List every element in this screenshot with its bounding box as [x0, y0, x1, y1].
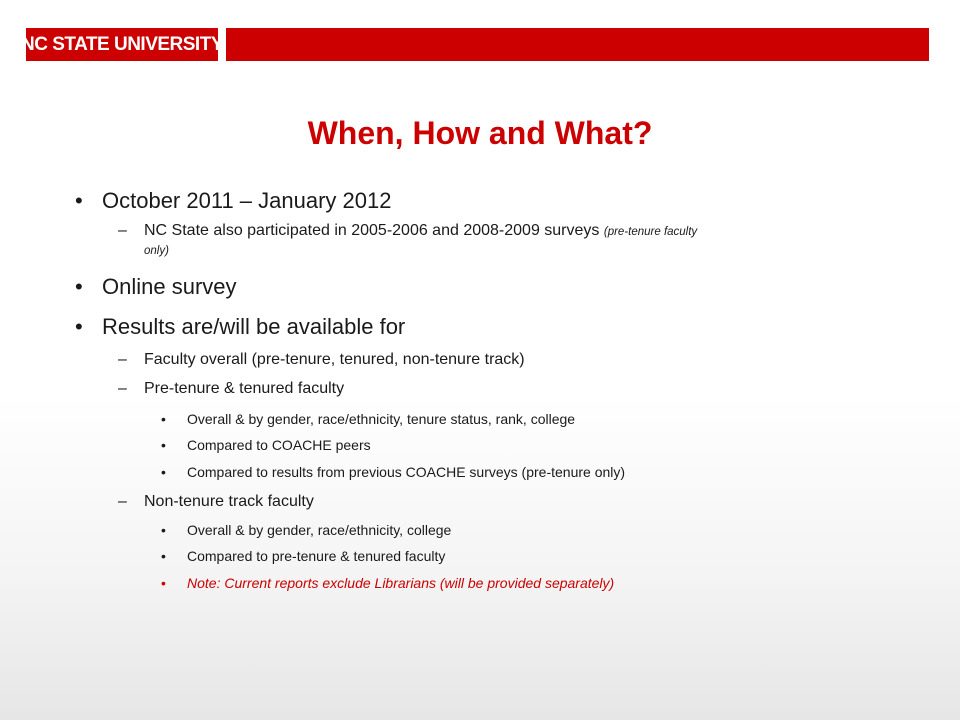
brand-logo: NC STATE UNIVERSITY — [26, 28, 218, 61]
note-item: Note: Current reports exclude Librarians (will be provided separately) — [187, 575, 615, 591]
bullet-marker: • — [75, 188, 83, 213]
sub-bullet-marker: • — [161, 411, 166, 427]
sub-sub-item: Compared to COACHE peers — [187, 437, 371, 453]
sub-bullet-marker: • — [161, 522, 166, 538]
bullet-marker: • — [75, 274, 83, 299]
sub-item-note: (pre-tenure faculty — [603, 226, 698, 238]
bullet-marker: • — [75, 314, 83, 339]
dash-marker: – — [118, 351, 127, 368]
sub-bullet-marker: • — [161, 464, 166, 480]
sub-sub-item: Overall & by gender, race/ethnicity, tenure status, rank, college — [187, 411, 576, 427]
dash-marker: – — [118, 380, 127, 397]
bullet-item: October 2011 – January 2012 — [102, 188, 392, 213]
sub-bullet-marker: • — [161, 437, 166, 453]
sub-sub-item: Compared to results from previous COACHE surveys (pre-tenure only) — [187, 464, 626, 480]
sub-bullet-marker: • — [161, 548, 166, 564]
bullet-item: Online survey — [102, 274, 237, 299]
sub-item: Non-tenure track faculty — [144, 493, 314, 510]
slide-title: When, How and What? — [307, 115, 653, 151]
sub-item-note-cont: only) — [144, 245, 169, 257]
sub-sub-item: Overall & by gender, race/ethnicity, college — [187, 522, 452, 538]
sub-item-text: NC State also participated in 2005-2006 and 2008-2009 surveys — [144, 222, 600, 239]
brand-bar — [226, 28, 929, 61]
dash-marker: – — [118, 222, 127, 239]
sub-sub-item: Compared to pre-tenure & tenured faculty — [187, 548, 446, 564]
sub-item — [144, 221, 697, 242]
sub-bullet-marker: • — [161, 575, 166, 591]
sub-item: Pre-tenure & tenured faculty — [144, 380, 345, 397]
bullet-item: Results are/will be available for — [102, 314, 406, 339]
sub-item: Faculty overall (pre-tenure, tenured, non-tenure track) — [144, 351, 525, 368]
dash-marker: – — [118, 493, 127, 510]
